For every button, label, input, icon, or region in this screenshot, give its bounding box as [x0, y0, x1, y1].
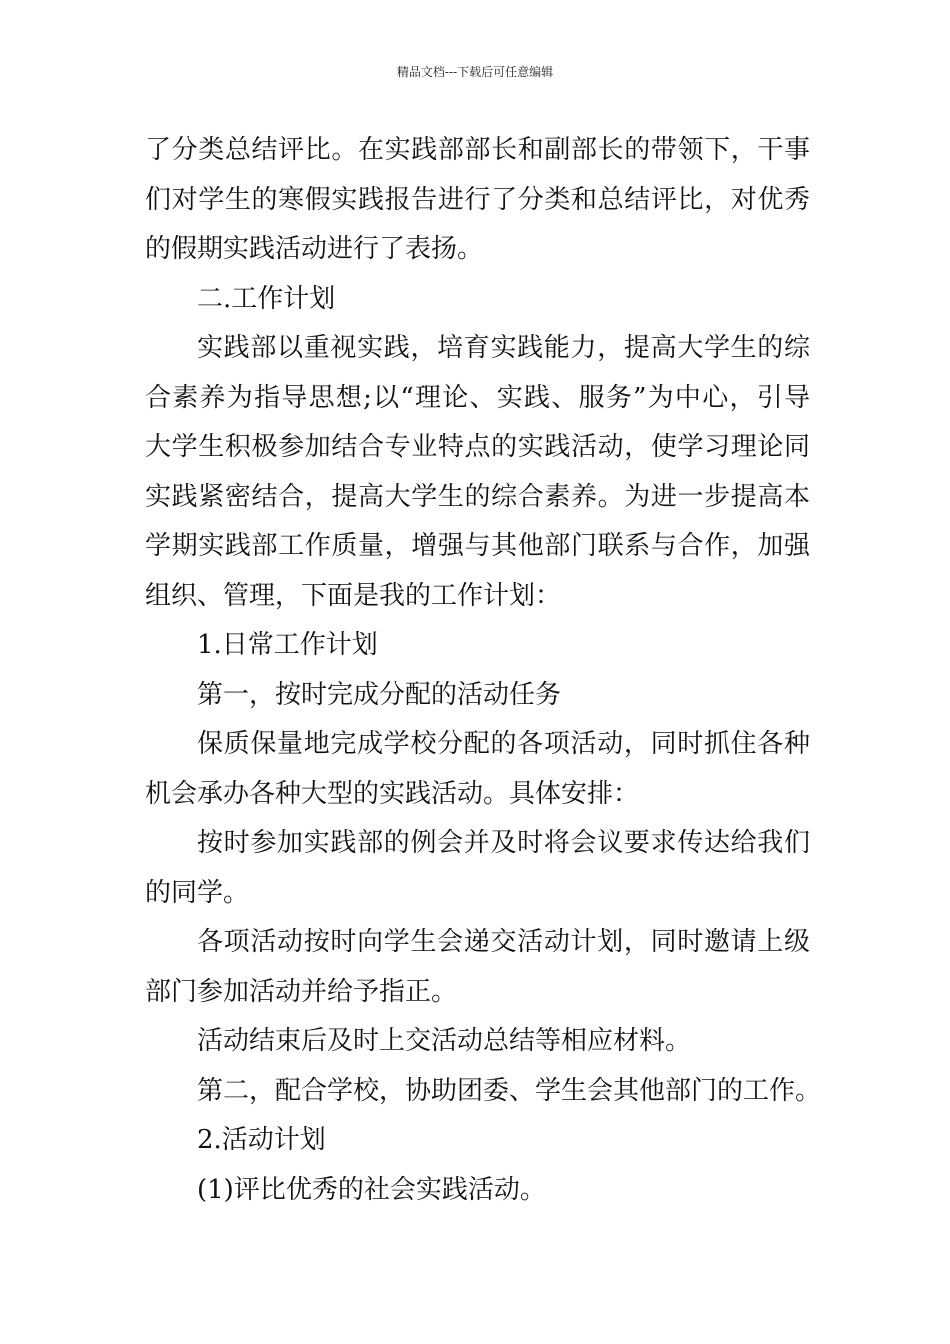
subsection-heading: 2.活动计划 — [197, 1125, 326, 1155]
text-line: 机会承办各种大型的实践活动。具体安排： — [145, 778, 640, 809]
text-line: 按时参加实践部的例会并及时将会议要求传达给我们 — [197, 828, 810, 858]
text-line: 实践部以重视实践，培育实践能力，提高大学生的综 — [197, 333, 810, 363]
page-header: 精品文档---下载后可任意编辑 — [396, 65, 554, 79]
text-line: 第一，按时完成分配的活动任务 — [197, 679, 562, 710]
text-line: 了分类总结评比。在实践部部长和副部长的带领下，干事 — [145, 135, 810, 165]
text-line: 学期实践部工作质量，增强与其他部门联系与合作，加强 — [145, 531, 810, 561]
text-line: 的同学。 — [145, 877, 250, 908]
text-line: 实践紧密结合，提高大学生的综合素养。为进一步提高本 — [145, 481, 810, 512]
text-line: 第二，配合学校，协助团委、学生会其他部门的工作。 — [197, 1075, 822, 1106]
text-line: 们对学生的寒假实践报告进行了分类和总结评比，对优秀 — [145, 184, 810, 215]
body-text — [145, 126, 822, 1215]
text-line: 部门参加活动并给予指正。 — [145, 976, 458, 1007]
text-line: 合素养为指导思想;以“理论、实践、服务”为中心，引导 — [145, 382, 810, 413]
text-line: 大学生积极参加结合专业特点的实践活动，使学习理论同 — [145, 432, 810, 462]
text-line: 的假期实践活动进行了表扬。 — [145, 234, 484, 264]
list-item: (1)评比优秀的社会实践活动。 — [197, 1174, 546, 1205]
text-line: 活动结束后及时上交活动总结等相应材料。 — [197, 1026, 692, 1056]
text-line: 保质保量地完成学校分配的各项活动，同时抓住各种 — [197, 729, 810, 759]
text-line: 各项活动按时向学生会递交活动计划，同时邀请上级 — [197, 927, 810, 957]
subsection-heading: 1.日常工作计划 — [197, 630, 378, 660]
text-line: 组织、管理，下面是我的工作计划： — [145, 580, 562, 611]
section-heading: 二.工作计划 — [197, 283, 336, 314]
